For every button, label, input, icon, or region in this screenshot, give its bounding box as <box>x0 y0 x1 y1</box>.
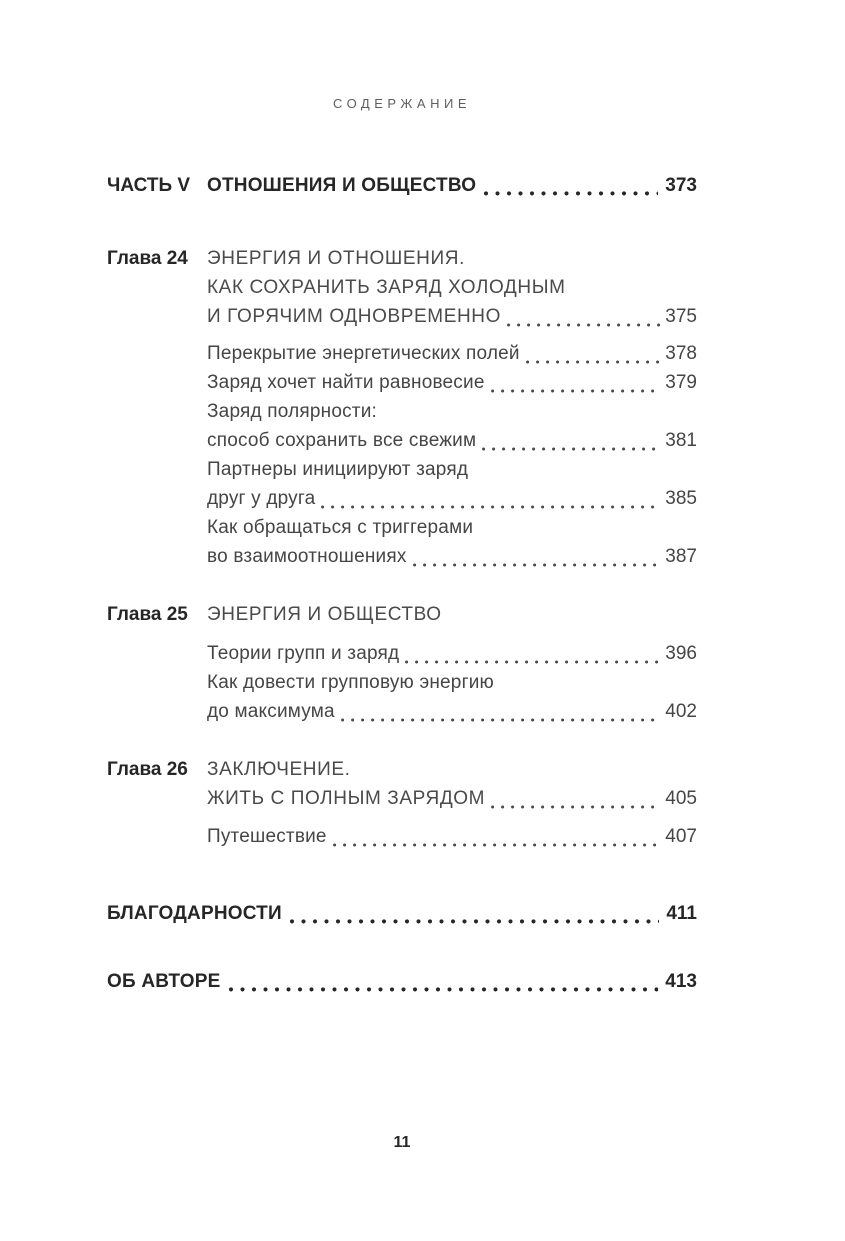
chapter-24-content <box>207 244 697 571</box>
toc-entry <box>207 639 697 668</box>
dot-leader <box>341 718 662 722</box>
chapter-25-content <box>207 600 697 726</box>
chapter-24-label: Глава 24 <box>107 248 188 269</box>
toc-line <box>207 244 697 273</box>
chapter-25-label: Глава 25 <box>107 604 188 625</box>
chapter-26-content <box>207 755 697 851</box>
chapter-26-title-line: ЗАКЛЮЧЕНИЕ. <box>207 759 351 780</box>
toc-entry <box>207 822 697 851</box>
entry-title: друг у друга <box>207 488 316 509</box>
toc-entry <box>207 368 697 397</box>
chapter-24-title-line: ЭНЕРГИЯ И ОТНОШЕНИЯ. <box>207 248 465 269</box>
toc-entry <box>207 339 697 368</box>
backmatter-title: БЛАГОДАРНОСТИ <box>107 903 282 924</box>
dot-leader <box>491 389 662 393</box>
entry-title: Путешествие <box>207 826 327 847</box>
dot-leader <box>333 843 662 847</box>
dot-leader <box>405 660 661 664</box>
toc-line <box>207 784 697 813</box>
chapter-24-page-number: 375 <box>665 306 697 327</box>
entry-title: Как обращаться с триггерами <box>207 517 474 538</box>
toc-line <box>207 171 697 200</box>
toc-entry <box>207 484 697 513</box>
dot-leader <box>482 447 661 451</box>
toc-line <box>207 273 697 302</box>
entry-page-number: 381 <box>665 430 697 451</box>
toc-entry <box>207 426 697 455</box>
backmatter-page-number: 411 <box>666 903 697 924</box>
entry-title: Как довести групповую энергию <box>207 672 494 693</box>
entry-title: Заряд хочет найти равновесие <box>207 372 485 393</box>
backmatter-title: ОБ АВТОРЕ <box>107 971 221 992</box>
dot-leader <box>491 805 661 809</box>
entry-page-number: 378 <box>665 343 697 364</box>
dot-leader <box>484 191 658 196</box>
backmatter-row <box>107 899 697 928</box>
entry-page-number: 385 <box>665 488 697 509</box>
toc-entry <box>207 697 697 726</box>
entry-page-number: 402 <box>665 701 697 722</box>
toc-entry <box>207 668 697 697</box>
entry-title: Перекрытие энергетических полей <box>207 343 520 364</box>
folio-page-number: 11 <box>393 1134 411 1151</box>
chapter-24-title-line: И ГОРЯЧИМ ОДНОВРЕМЕННО <box>207 306 502 327</box>
page-header: СОДЕРЖАНИЕ <box>332 96 471 111</box>
entry-page-number: 387 <box>665 546 697 567</box>
toc-part-row <box>107 171 697 200</box>
dot-leader <box>229 987 659 992</box>
entry-title: Заряд полярности: <box>207 401 377 422</box>
dot-leader <box>290 919 660 924</box>
part-content <box>207 171 697 200</box>
entry-title: во взаимоотношениях <box>207 546 407 567</box>
toc-entry <box>207 513 697 542</box>
toc-line <box>207 302 697 331</box>
toc-chapter-25 <box>107 600 697 726</box>
dot-leader <box>321 505 661 509</box>
toc-entry <box>207 455 697 484</box>
entry-title: Партнеры инициируют заряд <box>207 459 469 480</box>
dot-leader <box>526 360 662 364</box>
part-page-number: 373 <box>665 175 697 196</box>
chapter-25-title-line: ЭНЕРГИЯ И ОБЩЕСТВО <box>207 604 442 625</box>
toc-chapter-26 <box>107 755 697 851</box>
chapter-26-label: Глава 26 <box>107 759 188 780</box>
chapter-26-page-number: 405 <box>665 788 697 809</box>
toc-entry <box>207 542 697 571</box>
entry-page-number: 396 <box>665 643 697 664</box>
chapter-24-title-line: КАК СОХРАНИТЬ ЗАРЯД ХОЛОДНЫМ <box>207 277 566 298</box>
toc-backmatter <box>107 899 697 996</box>
entry-title: способ сохранить все свежим <box>207 430 477 451</box>
dot-leader <box>507 323 661 327</box>
entry-page-number: 407 <box>665 826 697 847</box>
toc-line <box>207 600 697 629</box>
chapter-26-title-line: ЖИТЬ С ПОЛНЫМ ЗАРЯДОМ <box>207 788 486 809</box>
entry-title: Теории групп и заряд <box>207 643 400 664</box>
chapter-25-entries <box>207 639 697 726</box>
chapter-26-entries <box>207 822 697 851</box>
backmatter-row <box>107 967 697 996</box>
toc-entry <box>207 397 697 426</box>
part-title: ОТНОШЕНИЯ И ОБЩЕСТВО <box>207 175 477 196</box>
entry-page-number: 379 <box>665 372 697 393</box>
backmatter-page-number: 413 <box>665 971 697 992</box>
dot-leader <box>413 563 662 567</box>
part-label: ЧАСТЬ V <box>107 175 191 196</box>
entry-title: до максимума <box>207 701 335 722</box>
toc-line <box>207 755 697 784</box>
chapter-24-entries <box>207 339 697 571</box>
toc-chapter-24 <box>107 244 697 571</box>
